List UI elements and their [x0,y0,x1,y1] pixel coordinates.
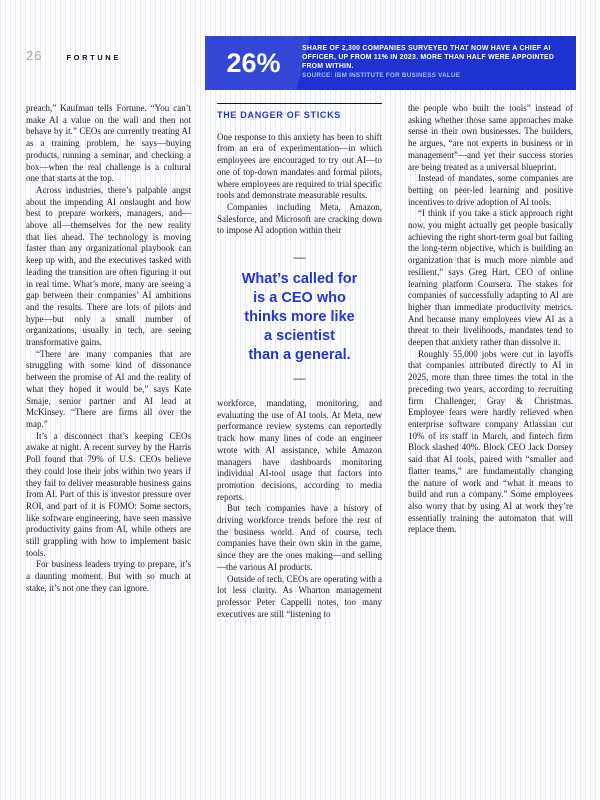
article-column-2 [217,103,382,620]
paragraph: “I think if you take a stick approach right now, you might actually get people basically achieving the right short-term goal but failing the long-term objective, which is building an organization that is much more nimble and resilient,” says Greg Hart, CEO of online learning platform Coursera. The stakes for companies of successfully adapting to AI are higher than immediate productivity metrics. And because many employees view AI as a threat to their livelihoods, mandates tend to deepen that anxiety rather than dissolve it. [408,208,573,348]
pull-quote-text [217,270,382,365]
stat-value: 26% [226,47,281,78]
paragraph: It’s a disconnect that’s keeping CEOs awake at night. A recent survey by the Harris Poll found that 79% of U.S. CEOs believe they could lose their jobs within two years if they fail to deliver measurable business gains from AI. Part of this is investor pressure over ROI, and part of it is FOMO: Some sectors, like software engineering, have seen massive productivity gains from AI, while others are still grappling with how to implement basic tools. [26,430,191,558]
paragraph: “There are many companies that are struggling with some kind of dissonance between the promise of AI and the reality of what they hoped it would be,” says Kate Smaje, senior partner and AI lead at McKinsey. “There are firms all over the map.” [26,348,191,429]
stat-source: SOURCE: IBM INSTITUTE FOR BUSINESS VALUE [302,72,461,80]
pull-quote-line: thinks more like [244,309,355,326]
paragraph: One response to this anxiety has been to shift from an era of experimentation—in which employees are encouraged to try out AI—to one of top-down mandates and formal pilots, where employees are required to trial specific tools and demonstrate measurable results. [217,131,382,201]
paragraph: Roughly 55,000 jobs were cut in layoffs that companies attributed directly to AI in 2025, more than three times the total in the preceding two years, according to recruiting firm Challenger, Gray & Christmas. Employee fears were hardly relieved when enterprise software company Atlassian cut 10% of its staff in March, and fintech firm Block slashed 40%. Block CEO Jack Dorsey said that AI tools, paired with “smaller and flatter teams,” are fundamentally changing the nature of work and “what it means to build and run a company.” Some employees also worry that by using AI at work they’re essentially training the automaton that will replace them. [408,348,573,535]
pull-quote-dash-bottom: — [293,371,306,386]
page-number: 26 [26,48,43,63]
paragraph: Outside of tech, CEOs are operating with a lot less clarity. As Wharton management professor Peter Cappelli notes, too many executives are still “listening to [217,573,382,619]
section-header: THE DANGER OF STICKS [217,103,382,122]
pull-quote [217,251,382,384]
stat-box [205,36,576,90]
stat-text-block [302,45,576,81]
stat-description: SHARE OF 2,300 COMPANIES SURVEYED THAT NOW HAVE A CHIEF AI OFFICER, UP FROM 11% IN 2023. MORE THAN HALF WERE APPOINTED FROM WITHIN. [302,45,555,70]
pull-quote-dash-top: — [293,250,306,265]
page-header [26,48,121,63]
article-column-3 [408,103,573,620]
paragraph: For business leaders trying to prepare, it’s a daunting moment. But with so much at stake, it’s not one they can ignore. [26,559,191,593]
paragraph: But tech companies have a history of driving workforce trends before the rest of the business world. And of course, tech companies have their own skin in the game, since they are the ones making—and selling—the various AI products. [217,503,382,572]
paragraph: Instead of mandates, some companies are betting on peer-led learning and positive incentives to drive adoption of AI tools. [408,173,573,207]
paragraph: Companies including Meta, Amazon, Salesforce, and Microsoft are cracking down to impose AI adoption within their [217,201,382,236]
article-body [26,103,574,620]
pull-quote-line: than a general. [248,347,351,364]
pull-quote-line: What’s called for [241,271,358,288]
paragraph: the people who built the tools” instead of asking whether those same approaches make sense in their own businesses. The builders, he argues, “are not experts in business or in management”—and yet their success stories are being treated as a universal blueprint. [408,103,573,172]
paragraph: workforce, mandating, monitoring, and evaluating the use of AI tools. At Meta, new performance review systems can reportedly track how many lines of code an engineer wrote with AI assistance, while Amazon managers have dashboards monitoring individual AI-tool usage that factors into promotion decisions, according to media reports. [217,398,382,502]
masthead-fortune: FORTUNE [66,53,121,62]
paragraph: Across industries, there’s palpable angst about the impending AI onslaught and how best to prepare workers, managers, and—above all—themselves for the new reality that lies ahead. The technology is moving faster than any organizational playbook can keep up with, and the executives tasked with leading the transition are often figuring it out in real time. What’s more, many are seeing a gap between their companies’ AI ambitions and the results. There are lots of pilots and hype—but only a small number of organizations, usually in tech, are seeing transformative gains. [26,184,191,348]
pull-quote-line: is a CEO who [253,290,346,307]
article-column-1 [26,103,191,620]
pull-quote-line: a scientist [264,328,335,345]
paragraph: preach,” Kaufman tells Fortune. “You can’t make AI a value on the wall and then not behave by it.” CEOs are currently treating AI as a training problem, he says—buying products, running a seminar, and checking a box—when the real challenge is a cultural one that starts at the top. [26,103,191,184]
